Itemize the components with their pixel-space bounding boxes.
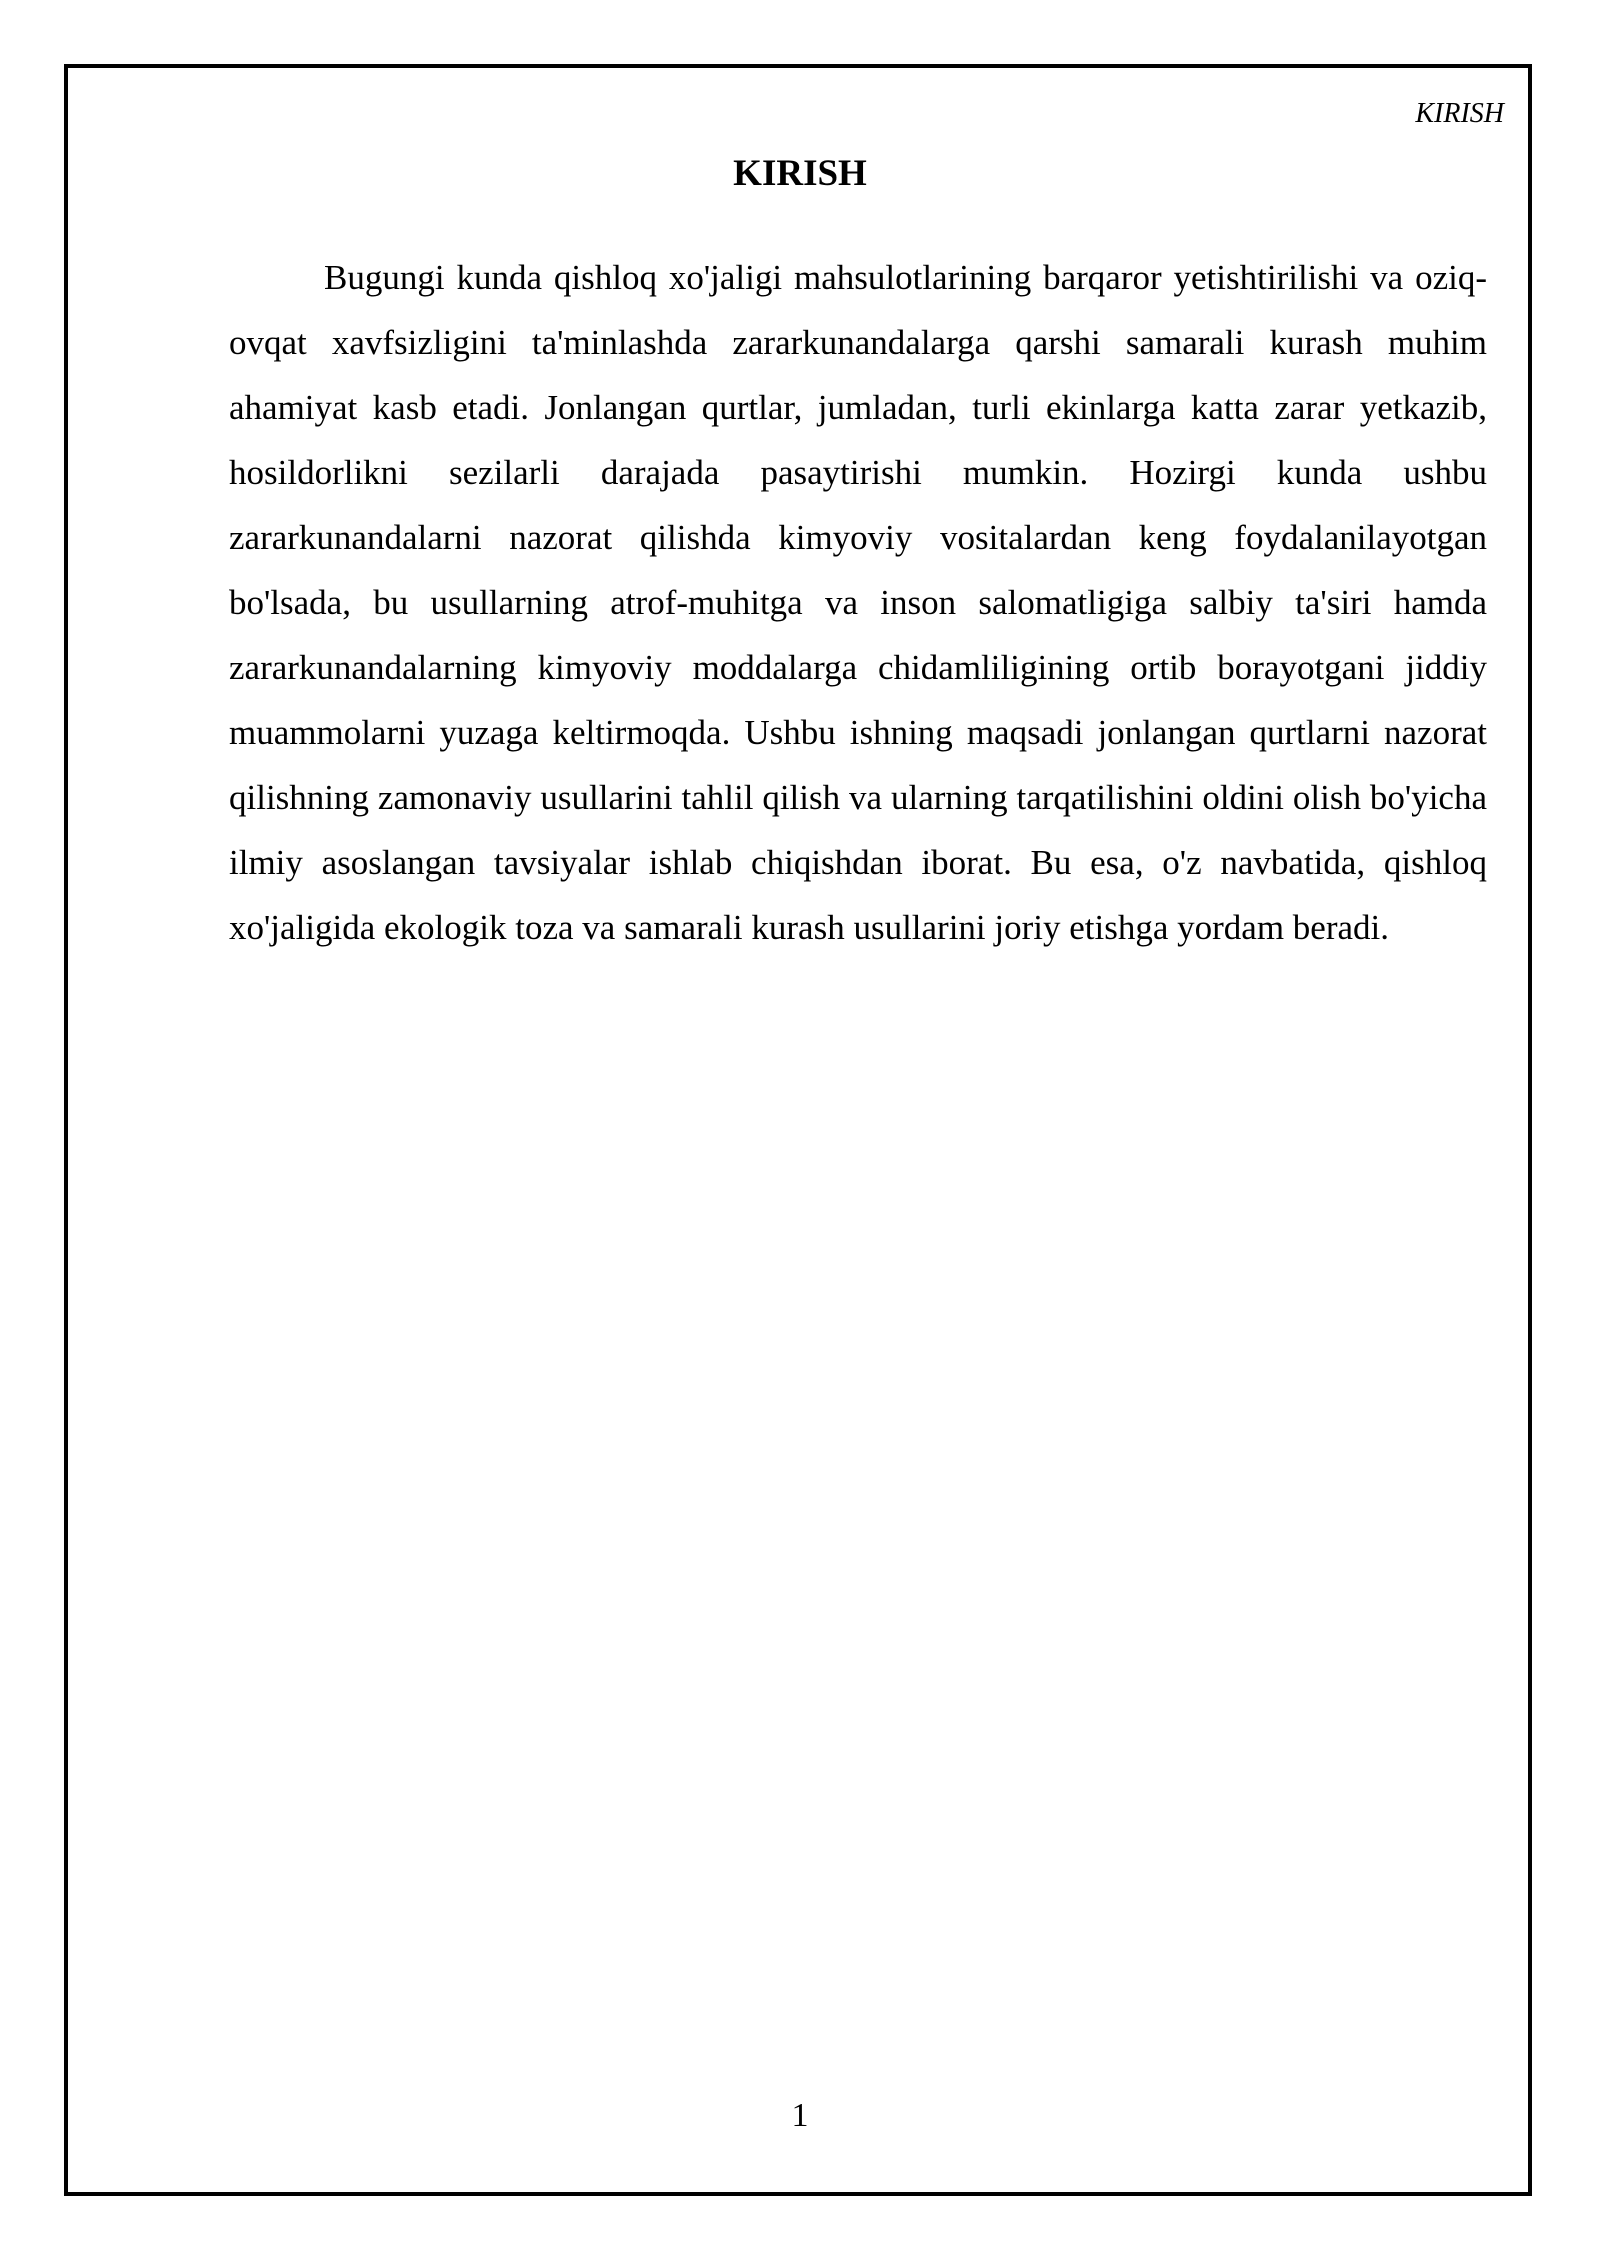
page-number: 1 — [791, 2097, 809, 2134]
running-header: KIRISH — [1415, 98, 1504, 129]
body-paragraph: Bugungi kunda qishloq xo'jaligi mahsulotlarining barqaror yetishtirilishi va oziq-ovqat xavfsizligini ta'minlashda zararkunandalarga qarshi samarali kurash muhim ahamiyat kasb etadi. Jonlangan qurtlar, jumladan, turli ekinlarga katta zarar yetkazib, hosildorlikni sezilarli darajada pasaytirishi mumkin. Hozirgi kunda ushbu zararkunandalarni nazorat qilishda kimyoviy vositalardan keng foydalanilayotgan bo'lsada, bu usullarning atrof-muhitga va inson salomatligiga salbiy ta'siri hamda zararkunandalarning kimyoviy moddalarga chidamliligining ortib borayotgani jiddiy muammolarni yuzaga keltirmoqda. Ushbu ishning maqsadi jonlangan qurtlarni nazorat qilishning zamonaviy usullarini tahlil qilish va ularning tarqatilishini oldini olish bo'yicha ilmiy asoslangan tavsiyalar ishlab chiqishdan iborat. Bu esa, o'z navbatida, qishloq xo'jaligida ekologik toza va samarali kurash usullarini joriy etishga yordam beradi. — [229, 258, 1487, 947]
section-title: KIRISH — [733, 153, 867, 194]
